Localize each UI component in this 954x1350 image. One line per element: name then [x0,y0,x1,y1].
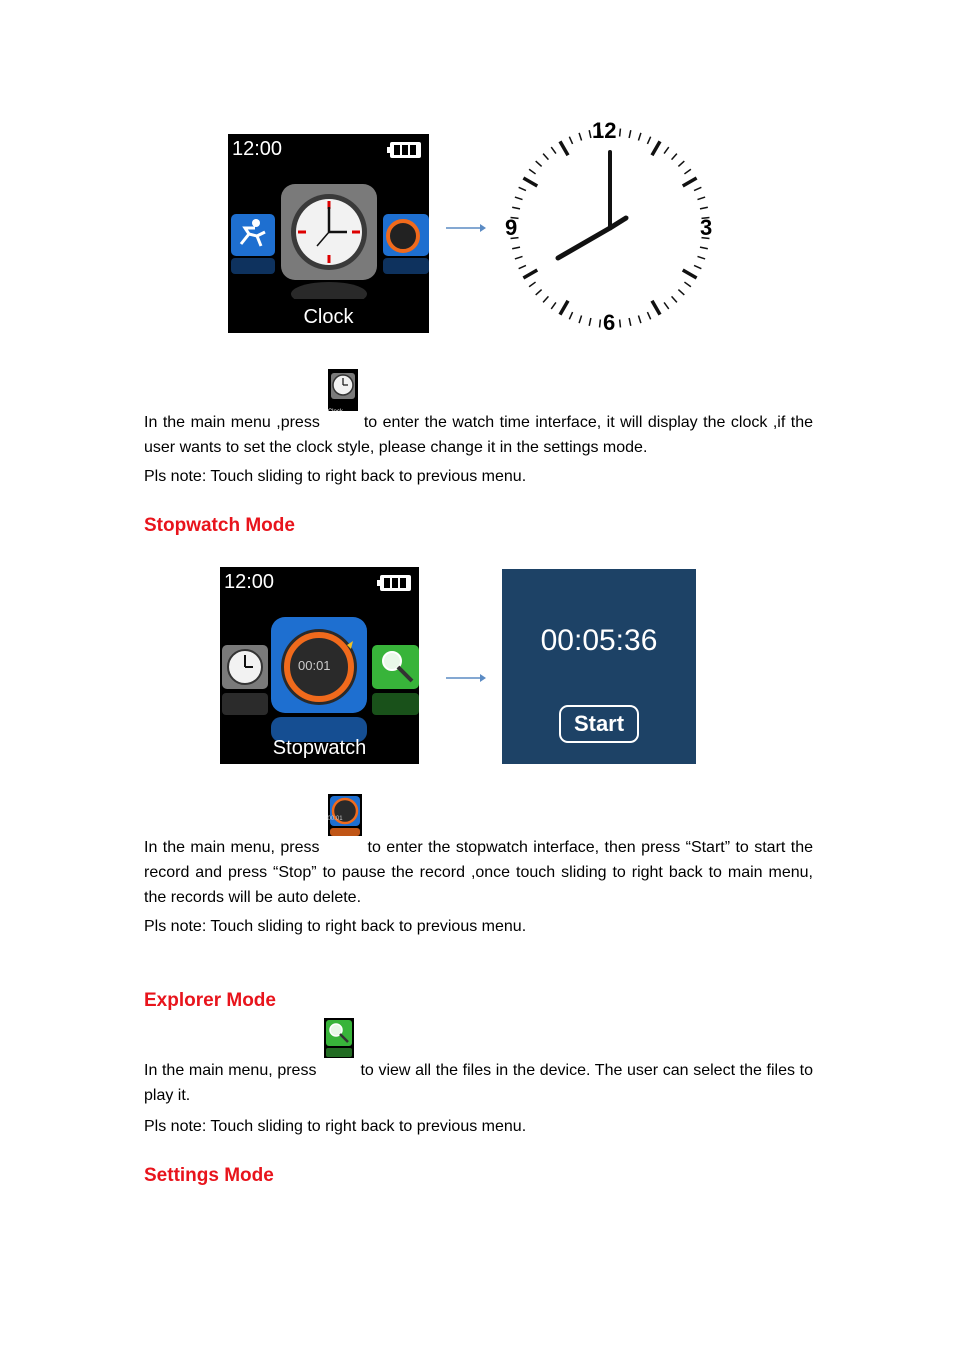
clock-tick [569,312,572,319]
clock-tick [536,161,542,166]
explorer-inline-icon [324,1039,354,1079]
clock-tick [647,137,650,144]
numeral-9: 9 [505,215,518,240]
hour-hand-tail [610,218,626,228]
numeral-3: 3 [700,215,713,240]
numeral-12: 12 [592,118,617,143]
stopwatch-note: Pls note: Touch sliding to right back to previous menu. [144,918,527,935]
clock-tick [684,282,690,287]
clock-tick [664,302,669,308]
clock-tick [672,154,677,160]
stopwatch-heading: Stopwatch Mode [144,515,295,536]
settings-heading: Settings Mode [144,1165,274,1186]
hour-hand [558,228,610,258]
clock-tick [560,301,568,315]
analog-clock-face [500,118,720,338]
stopwatch-inline-caption: 00:01 [327,816,343,822]
clock-tick [529,169,535,174]
clock-tick [678,290,684,295]
explorer-description [144,1039,813,1108]
stopwatch-interface-screenshot [502,569,696,764]
menu-label: Stopwatch [272,737,367,759]
clock-tick [700,207,708,209]
clock-inline-caption: Clock [327,409,343,415]
clock-tick [569,137,572,144]
clock-tick [551,302,556,308]
clock-tick [512,207,520,209]
battery-icon [387,142,421,158]
clock-tick [600,319,601,327]
clock-tick [647,312,650,319]
stopwatch-inline-icon [328,814,362,856]
clock-tick [684,169,690,174]
clock-app-icon-partial [222,645,268,715]
explorer-heading: Explorer Mode [144,990,276,1011]
clock-tick [652,301,660,315]
clock-note: Pls note: Touch sliding to right back to previous menu. [144,468,527,485]
explorer-desc-after: to view all the files in the device. The user can select the files to play it. [144,1062,814,1104]
explorer-inline-caption: Explorer [324,1058,344,1064]
clock-tick [694,265,701,268]
clock-tick [700,247,708,249]
stopwatch-desc-after: to enter the stopwatch interface, then press “Start” to start the record and press “Stop” to pause the record ,once touch sliding to right back to main menu, the records will be auto delete. [144,839,814,906]
analog-clock-ticks [500,118,720,338]
arrow-right-icon [446,223,486,233]
stopwatch-desc-before: In the main menu, press [144,839,320,856]
clock-tick [672,296,677,302]
clock-tick [629,318,631,326]
menu-label: Clock [303,306,354,328]
battery-icon [377,575,411,591]
clock-tick [536,290,542,295]
clock-tick [652,141,660,155]
status-time: 12:00 [224,571,275,593]
stopwatch-app-icon [271,617,367,742]
clock-tick [543,296,548,302]
clock-tick [638,133,640,141]
clock-tick [519,265,526,268]
arrow-right-icon [446,673,486,683]
clock-tick [683,178,697,186]
clock-desc-after: to enter the watch time interface, it will display the clock ,if the user wants to set the clock style, please change it in the settings mode. [144,414,814,456]
clock-tick [529,282,535,287]
clock-tick [697,197,705,199]
clock-tick [697,256,705,258]
stopwatch-menu-screenshot [220,567,419,764]
clock-tick [664,147,669,153]
clock-tick [638,315,640,323]
clock-desc-before: In the main menu ,press [144,414,320,431]
clock-tick [629,130,631,138]
clock-tick [523,270,537,278]
stopwatch-dial-time: 00:01 [298,658,331,673]
stopwatch-elapsed-time: 00:05:36 [540,624,658,657]
clock-tick [694,187,701,190]
clock-tick [515,256,523,258]
clock-tick [579,133,581,141]
clock-app-icon [281,184,377,299]
clock-tick [589,130,591,138]
clock-description [144,389,813,460]
clock-tick [579,315,581,323]
explorer-note: Pls note: Touch sliding to right back to previous menu. [144,1118,527,1135]
clock-tick [543,154,548,160]
clock-tick [551,147,556,153]
numeral-6: 6 [603,310,616,335]
clock-tick [515,197,523,199]
explorer-app-icon-partial [372,645,419,715]
explorer-desc-before: In the main menu, press [144,1062,317,1079]
clock-tick [519,187,526,190]
clock-tick [678,161,684,166]
clock-tick [512,247,520,249]
sports-icon [231,214,275,274]
clock-tick [620,129,621,137]
clock-tick [560,141,568,155]
start-button[interactable]: Start [559,705,639,743]
clock-menu-screenshot [228,134,429,333]
clock-inline-icon [328,389,358,431]
clock-tick [523,178,537,186]
clock-tick [589,318,591,326]
status-time: 12:00 [232,138,283,160]
stopwatch-description [144,814,813,910]
clock-tick [620,319,621,327]
stopwatch-app-icon-partial [383,214,429,274]
clock-tick [683,270,697,278]
